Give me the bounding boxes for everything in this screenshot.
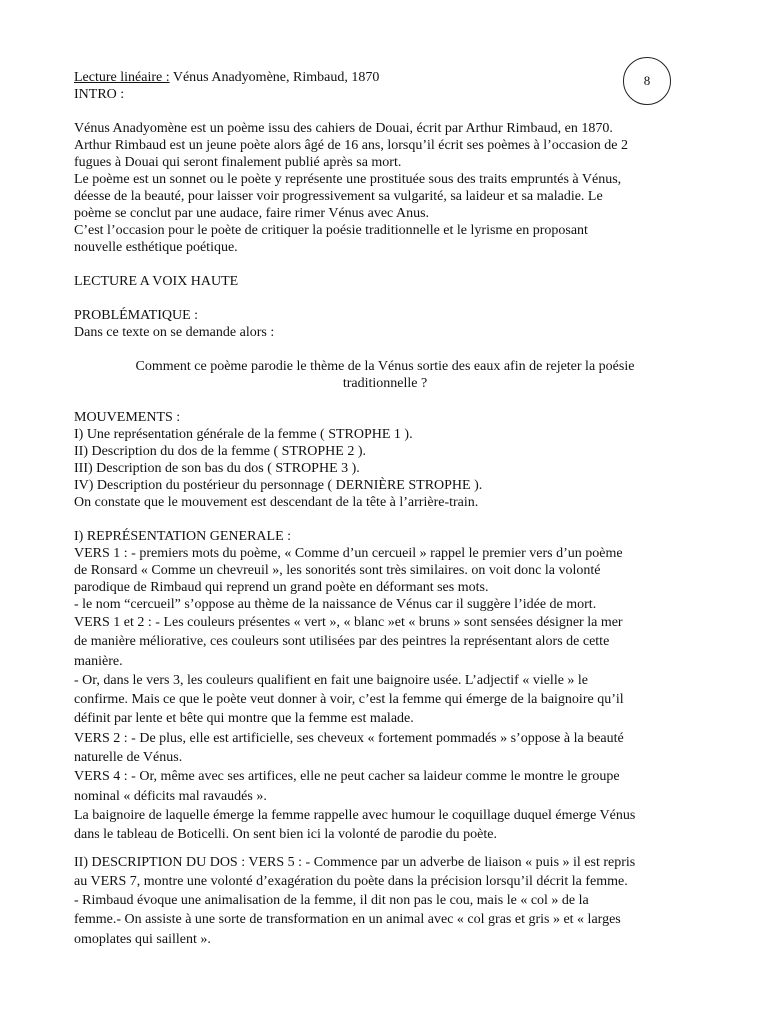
intro-line: Le poème est un sonnet ou le poète y représente une prostituée sous des traits empruntés à Vénus,: [74, 172, 622, 187]
section1-line: - le nom “cercueil” s’oppose au thème de la naissance de Vénus car il suggère l’idée de mort.: [74, 597, 597, 612]
section1-line: confirme. Mais ce que le poète veut donner à voir, c’est la femme qui émerge de la baignoire qu’il: [74, 692, 624, 708]
intro-paragraph: [74, 120, 696, 256]
intro-line: fugues à Douai qui seront finalement publié après sa mort.: [74, 155, 402, 170]
problematique-heading: PROBLÉMATIQUE :: [74, 308, 199, 323]
section1-line: dans le tableau de Boticelli. On sent bien ici la volonté de parodie du poète.: [74, 827, 497, 843]
document-body: [74, 69, 696, 949]
intro-line: nouvelle esthétique poétique.: [74, 240, 238, 255]
section1-line: VERS 1 : - premiers mots du poème, « Comme d’un cercueil » rappel le premier vers d’un poème: [74, 546, 623, 561]
section1-line: de Ronsard « Comme un chevreuil », les sonorités sont très similaires. on voit donc la volonté: [74, 563, 601, 578]
title-label: Lecture linéaire :: [74, 70, 170, 85]
section1-line: VERS 4 : - Or, même avec ses artifices, elle ne peut cacher sa laideur comme le montre le groupe: [74, 769, 620, 785]
section2-line: femme.- On assiste à une sorte de transformation en un animal avec « col gras et gris » et « larges: [74, 912, 621, 928]
intro-line: poème se conclut par une audace, faire rimer Vénus avec Anus.: [74, 206, 430, 221]
section1-line: manière.: [74, 653, 123, 669]
section1-line: naturelle de Vénus.: [74, 750, 183, 766]
mouvement-item: On constate que le mouvement est descendant de la tête à l’arrière-train.: [74, 495, 479, 510]
section2-line: omoplates qui saillent ».: [74, 931, 211, 947]
section1-line: parodique de Rimbaud qui reprend un grand poète en déformant ses mots.: [74, 580, 489, 595]
section1-line: de manière méliorative, ces couleurs sont utilisées par des peintres la représentant alors de cette: [74, 634, 610, 650]
document-title: [74, 69, 696, 86]
section1-heading: I) REPRÉSENTATION GENERALE :: [74, 529, 292, 544]
mouvement-item: I) Une représentation générale de la femme ( STROPHE 1 ).: [74, 427, 413, 442]
mouvement-item: II) Description du dos de la femme ( STROPHE 2 ).: [74, 444, 366, 459]
mouvements-heading: MOUVEMENTS :: [74, 410, 181, 425]
section1-line: définit par lente et bête qui montre que la femme est malade.: [74, 711, 414, 727]
section1-line: VERS 1 et 2 : - Les couleurs présentes « vert », « blanc »et « bruns » sont sensées désigner la mer: [74, 615, 623, 630]
intro-line: Vénus Anadyomène est un poème issu des cahiers de Douai, écrit par Arthur Rimbaud, en 1870.: [74, 121, 613, 136]
section1-line: La baignoire de laquelle émerge la femme rappelle avec humour le coquillage duquel émerge Vénus: [74, 807, 636, 823]
mouvement-item: IV) Description du postérieur du personnage ( DERNIÈRE STROPHE ).: [74, 478, 483, 493]
problematique-question: Comment ce poème parodie le thème de la Vénus sortie des eaux afin de rejeter la poésie: [135, 359, 635, 374]
intro-line: déesse de la beauté, pour laisser voir progressivement sa vulgarité, sa laideur et sa maladie. Le: [74, 189, 603, 204]
mouvement-item: III) Description de son bas du dos ( STROPHE 3 ).: [74, 461, 360, 476]
section1-line: nominal « déficits mal ravaudés ».: [74, 788, 267, 804]
section1-line: - Or, dans le vers 3, les couleurs qualifient en fait une baignoire usée. L’adjectif « vielle » le: [74, 672, 589, 688]
section2-line: - Rimbaud évoque une animalisation de la femme, il dit non pas le cou, mais le « col » de la: [74, 893, 589, 909]
intro-heading: INTRO :: [74, 87, 125, 102]
intro-line: C’est l’occasion pour le poète de critiquer la poésie traditionnelle et le lyrisme en proposant: [74, 223, 588, 238]
section2-line: au VERS 7, montre une volonté d’exagération du poète dans la précision lorsqu’il décrit la femme.: [74, 873, 628, 889]
page-number: 8: [643, 73, 651, 88]
section1-line: VERS 2 : - De plus, elle est artificielle, ses cheveux « fortement pommadés » s’oppose à la beauté: [74, 730, 624, 746]
title-rest: Vénus Anadyomène, Rimbaud, 1870: [169, 70, 380, 85]
problematique-question: traditionnelle ?: [342, 376, 428, 391]
lecture-heading: LECTURE A VOIX HAUTE: [74, 274, 239, 289]
intro-line: Arthur Rimbaud est un jeune poète alors âgé de 16 ans, lorsqu’il écrit ses poèmes à l’occasion de 2: [74, 138, 629, 153]
problematique-intro: Dans ce texte on se demande alors :: [74, 325, 275, 340]
section2-line: II) DESCRIPTION DU DOS : VERS 5 : - Commence par un adverbe de liaison « puis » il est repris: [74, 854, 636, 870]
